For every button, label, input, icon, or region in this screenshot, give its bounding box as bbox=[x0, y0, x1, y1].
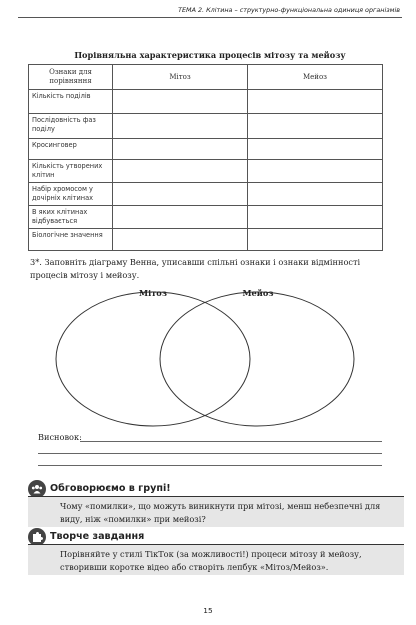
feature-cell: Послідовність фаз поділу bbox=[29, 114, 113, 139]
creative-text-box bbox=[28, 545, 404, 575]
feature-cell: Кросинговер bbox=[29, 139, 113, 160]
conclusion-label: Висновок: bbox=[38, 432, 82, 442]
table-title: Порівняльна характеристика процесів мітозу та мейозу bbox=[74, 50, 346, 60]
feature-cell: Кількість поділів bbox=[29, 90, 113, 114]
feature-cell: В яких клітинах відбувається bbox=[29, 206, 113, 229]
feature-cell: Кількість утворених клітин bbox=[29, 160, 113, 183]
creative-heading-bar bbox=[28, 529, 144, 544]
column-header-mitosis: Мітоз bbox=[113, 65, 248, 90]
page-number: 15 bbox=[203, 606, 213, 615]
conclusion-line[interactable] bbox=[38, 453, 382, 454]
discuss-heading-bar bbox=[28, 481, 171, 496]
feature-cell: Набір хромосом у дочірніх клітинах bbox=[29, 183, 113, 206]
venn-label-meiosis: Мейоз bbox=[242, 288, 274, 298]
conclusion-line[interactable] bbox=[80, 441, 382, 442]
discuss-heading: Обговорюємо в групі! bbox=[50, 483, 171, 494]
feature-cell: Біологічне значення bbox=[29, 229, 113, 251]
discuss-text: Чому «помилки», що можуть виникнути при мітозі, менш небезпечні для виду, ніж «помилки» при мейозі? bbox=[60, 501, 381, 524]
conclusion-line[interactable] bbox=[38, 465, 382, 466]
running-header: ТЕМА 2. Клітина – структурно-функціональна одиниця організмів bbox=[178, 6, 400, 14]
creative-heading: Творче завдання bbox=[50, 531, 145, 542]
creative-text: Порівняйте у стилі ТікТок (за можливості!) процеси мітозу й мейозу, створивши коротке відео або створіть лепбук «Мітоз/Мейоз». bbox=[60, 549, 362, 572]
column-header-features: Ознаки для порівняння bbox=[29, 65, 113, 90]
task-3-instruction: 3*. Заповніть діаграму Венна, уписавши спільні ознаки і ознаки відмінності процесів мітозу і мейозу. bbox=[30, 257, 361, 280]
discuss-text-box bbox=[28, 497, 404, 527]
venn-circle-meiosis[interactable] bbox=[160, 292, 354, 426]
group-icon bbox=[28, 480, 46, 498]
venn-circle-mitosis[interactable] bbox=[56, 292, 250, 426]
column-header-meiosis: Мейоз bbox=[248, 65, 383, 90]
venn-label-mitosis: Мітоз bbox=[139, 288, 167, 298]
puzzle-icon bbox=[28, 528, 46, 546]
